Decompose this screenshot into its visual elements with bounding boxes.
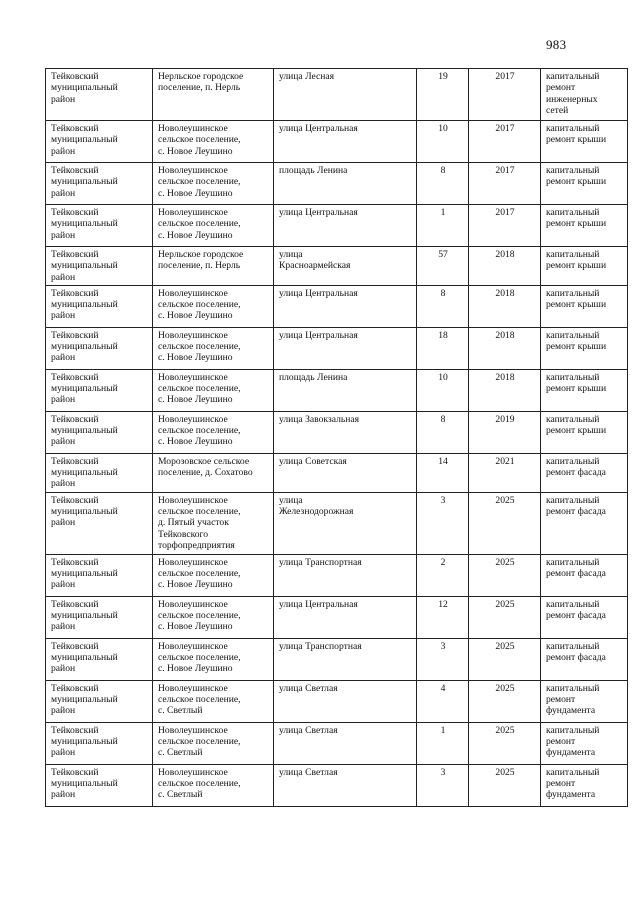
year-cell: 2018 xyxy=(469,327,541,369)
year-cell: 2017 xyxy=(469,69,541,121)
street-cell: улица Центральная xyxy=(274,327,417,369)
repair-type-cell: капитальный ремонт фасада xyxy=(541,596,628,638)
street-cell: улица Советская xyxy=(274,453,417,492)
year-cell: 2017 xyxy=(469,205,541,247)
repair-type-cell: капитальный ремонт фундамента xyxy=(541,722,628,764)
table-row xyxy=(46,285,628,327)
street-cell: площадь Ленина xyxy=(274,369,417,411)
district-cell: Тейковский муниципальный район xyxy=(46,69,153,121)
street-cell: улица Центральная xyxy=(274,596,417,638)
repair-type-cell: капитальный ремонт фундамента xyxy=(541,764,628,806)
district-cell: Тейковский муниципальный район xyxy=(46,764,153,806)
street-cell: улица Транспортная xyxy=(274,554,417,596)
table-row xyxy=(46,69,628,121)
house-number-cell: 1 xyxy=(417,205,469,247)
settlement-cell: Новолеушинское сельское поселение, с. Светлый xyxy=(153,680,274,722)
house-number-cell: 10 xyxy=(417,121,469,163)
street-cell: улица Красноармейская xyxy=(274,247,417,286)
district-cell: Тейковский муниципальный район xyxy=(46,205,153,247)
repair-type-cell: капитальный ремонт крыши xyxy=(541,247,628,286)
house-number-cell: 19 xyxy=(417,69,469,121)
district-cell: Тейковский муниципальный район xyxy=(46,285,153,327)
house-number-cell: 8 xyxy=(417,163,469,205)
table-row xyxy=(46,205,628,247)
district-cell: Тейковский муниципальный район xyxy=(46,453,153,492)
table-row xyxy=(46,638,628,680)
settlement-cell: Новолеушинское сельское поселение, д. Пятый участок Тейковского торфопредприятия xyxy=(153,492,274,554)
year-cell: 2019 xyxy=(469,411,541,453)
street-cell: улица Светлая xyxy=(274,680,417,722)
district-cell: Тейковский муниципальный район xyxy=(46,680,153,722)
repair-type-cell: капитальный ремонт фасада xyxy=(541,638,628,680)
district-cell: Тейковский муниципальный район xyxy=(46,554,153,596)
district-cell: Тейковский муниципальный район xyxy=(46,492,153,554)
settlement-cell: Новолеушинское сельское поселение, с. Новое Леушино xyxy=(153,327,274,369)
table-row xyxy=(46,369,628,411)
house-number-cell: 8 xyxy=(417,411,469,453)
settlement-cell: Новолеушинское сельское поселение, с. Новое Леушино xyxy=(153,369,274,411)
year-cell: 2017 xyxy=(469,121,541,163)
street-cell: улица Лесная xyxy=(274,69,417,121)
house-number-cell: 1 xyxy=(417,722,469,764)
district-cell: Тейковский муниципальный район xyxy=(46,411,153,453)
year-cell: 2018 xyxy=(469,285,541,327)
repair-type-cell: капитальный ремонт фундамента xyxy=(541,680,628,722)
house-number-cell: 10 xyxy=(417,369,469,411)
table-row xyxy=(46,163,628,205)
table-row xyxy=(46,596,628,638)
repair-type-cell: капитальный ремонт фасада xyxy=(541,554,628,596)
table-row xyxy=(46,492,628,554)
table-row xyxy=(46,554,628,596)
year-cell: 2025 xyxy=(469,680,541,722)
repair-type-cell: капитальный ремонт крыши xyxy=(541,205,628,247)
repair-type-cell: капитальный ремонт инженерных сетей xyxy=(541,69,628,121)
street-cell: улица Центральная xyxy=(274,205,417,247)
year-cell: 2017 xyxy=(469,163,541,205)
house-number-cell: 14 xyxy=(417,453,469,492)
table-body xyxy=(46,69,628,807)
repair-type-cell: капитальный ремонт крыши xyxy=(541,285,628,327)
settlement-cell: Новолеушинское сельское поселение, с. Новое Леушино xyxy=(153,554,274,596)
settlement-cell: Новолеушинское сельское поселение, с. Светлый xyxy=(153,764,274,806)
street-cell: улица Светлая xyxy=(274,764,417,806)
repair-type-cell: капитальный ремонт фасада xyxy=(541,453,628,492)
year-cell: 2025 xyxy=(469,764,541,806)
table-row xyxy=(46,247,628,286)
district-cell: Тейковский муниципальный район xyxy=(46,327,153,369)
settlement-cell: Новолеушинское сельское поселение, с. Новое Леушино xyxy=(153,121,274,163)
table-row xyxy=(46,764,628,806)
repair-type-cell: капитальный ремонт крыши xyxy=(541,369,628,411)
repair-type-cell: капитальный ремонт крыши xyxy=(541,163,628,205)
street-cell: улица Железнодорожная xyxy=(274,492,417,554)
table-row xyxy=(46,453,628,492)
district-cell: Тейковский муниципальный район xyxy=(46,596,153,638)
repair-type-cell: капитальный ремонт крыши xyxy=(541,411,628,453)
district-cell: Тейковский муниципальный район xyxy=(46,247,153,286)
page-number: 983 xyxy=(546,37,567,52)
capital-repair-table xyxy=(45,68,628,807)
year-cell: 2025 xyxy=(469,638,541,680)
street-cell: улица Завокзальная xyxy=(274,411,417,453)
house-number-cell: 3 xyxy=(417,638,469,680)
year-cell: 2025 xyxy=(469,492,541,554)
house-number-cell: 2 xyxy=(417,554,469,596)
settlement-cell: Новолеушинское сельское поселение, с. Новое Леушино xyxy=(153,285,274,327)
repair-type-cell: капитальный ремонт крыши xyxy=(541,327,628,369)
year-cell: 2025 xyxy=(469,554,541,596)
settlement-cell: Новолеушинское сельское поселение, с. Новое Леушино xyxy=(153,596,274,638)
settlement-cell: Новолеушинское сельское поселение, с. Новое Леушино xyxy=(153,411,274,453)
repair-type-cell: капитальный ремонт фасада xyxy=(541,492,628,554)
street-cell: площадь Ленина xyxy=(274,163,417,205)
settlement-cell: Новолеушинское сельское поселение, с. Новое Леушино xyxy=(153,205,274,247)
table-row xyxy=(46,680,628,722)
district-cell: Тейковский муниципальный район xyxy=(46,638,153,680)
settlement-cell: Новолеушинское сельское поселение, с. Новое Леушино xyxy=(153,163,274,205)
settlement-cell: Нерльское городское поселение, п. Нерль xyxy=(153,69,274,121)
street-cell: улица Центральная xyxy=(274,285,417,327)
table-row xyxy=(46,121,628,163)
street-cell: улица Транспортная xyxy=(274,638,417,680)
year-cell: 2021 xyxy=(469,453,541,492)
table-row xyxy=(46,722,628,764)
house-number-cell: 3 xyxy=(417,764,469,806)
table-row xyxy=(46,411,628,453)
street-cell: улица Центральная xyxy=(274,121,417,163)
district-cell: Тейковский муниципальный район xyxy=(46,163,153,205)
house-number-cell: 4 xyxy=(417,680,469,722)
year-cell: 2018 xyxy=(469,247,541,286)
year-cell: 2025 xyxy=(469,596,541,638)
settlement-cell: Морозовское сельское поселение, д. Сохатово xyxy=(153,453,274,492)
settlement-cell: Нерльское городское поселение, п. Нерль xyxy=(153,247,274,286)
district-cell: Тейковский муниципальный район xyxy=(46,369,153,411)
house-number-cell: 3 xyxy=(417,492,469,554)
street-cell: улица Светлая xyxy=(274,722,417,764)
district-cell: Тейковский муниципальный район xyxy=(46,121,153,163)
house-number-cell: 12 xyxy=(417,596,469,638)
settlement-cell: Новолеушинское сельское поселение, с. Светлый xyxy=(153,722,274,764)
year-cell: 2025 xyxy=(469,722,541,764)
repair-type-cell: капитальный ремонт крыши xyxy=(541,121,628,163)
settlement-cell: Новолеушинское сельское поселение, с. Новое Леушино xyxy=(153,638,274,680)
year-cell: 2018 xyxy=(469,369,541,411)
house-number-cell: 18 xyxy=(417,327,469,369)
house-number-cell: 57 xyxy=(417,247,469,286)
table-row xyxy=(46,327,628,369)
district-cell: Тейковский муниципальный район xyxy=(46,722,153,764)
house-number-cell: 8 xyxy=(417,285,469,327)
